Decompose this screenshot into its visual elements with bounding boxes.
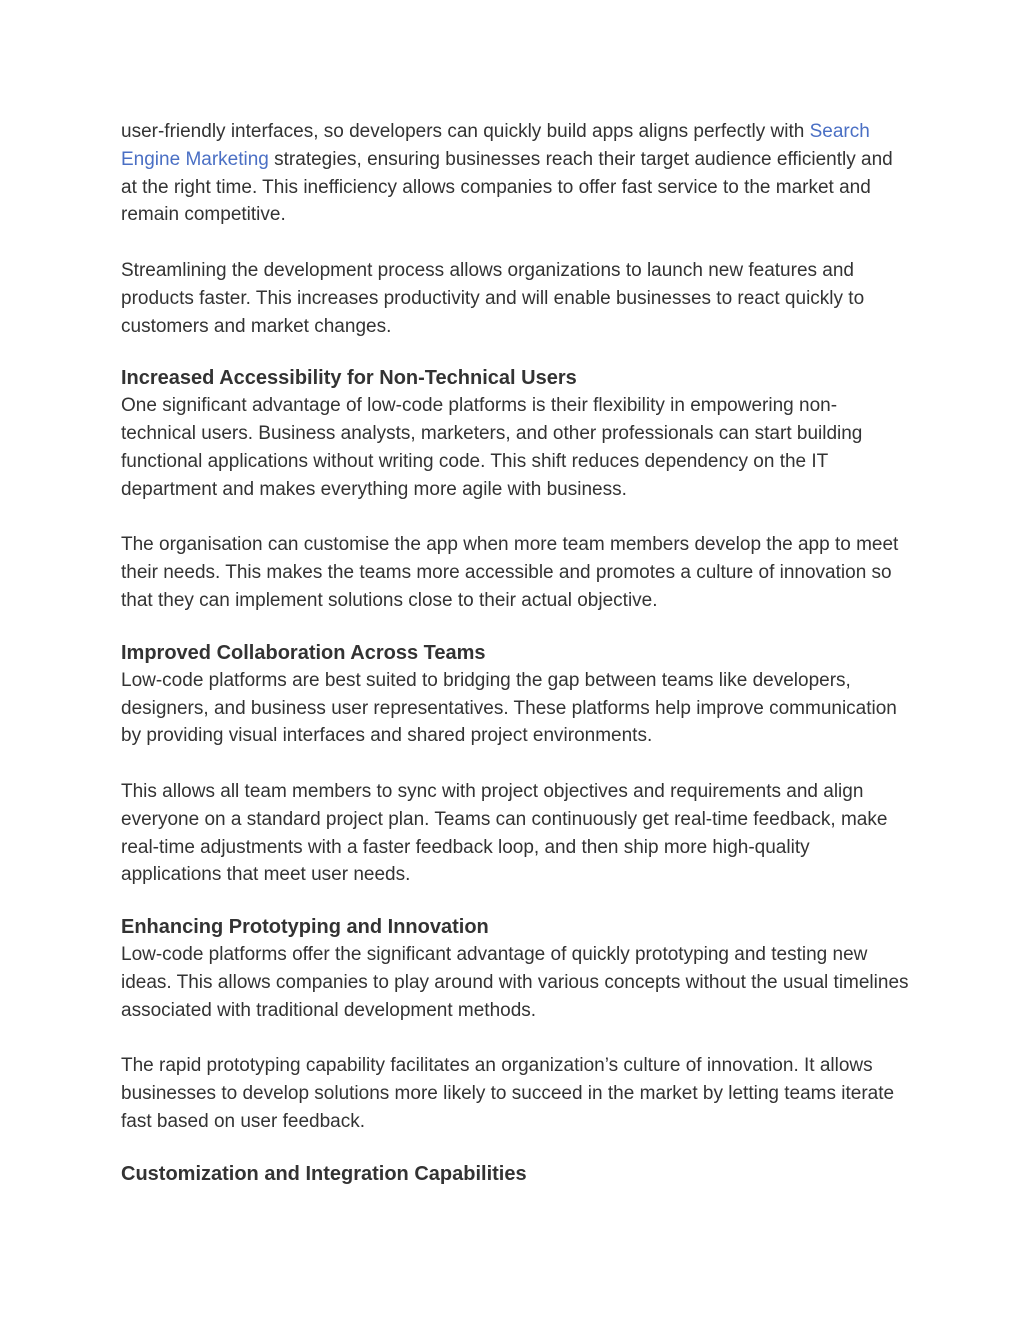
paragraph-accessibility: One significant advantage of low-code platforms is their flexibility in empowering non-technical users. Business analysts, marketers, and other professionals can start building functional applications without writing code. This shift reduces dependency on the IT department and makes everything more agile with business. bbox=[121, 395, 863, 500]
paragraph-sync: This allows all team members to sync with project objectives and requirements and align everyone on a standard project plan. Teams can continuously get real-time feedback, make real-time adjustments with a faster feedback loop, and then ship more high-quality applications that meet user needs. bbox=[121, 780, 888, 886]
paragraph-streamlining: Streamlining the development process allows organizations to launch new features and products faster. This increases productivity and will enable businesses to react quickly to customers and market changes. bbox=[121, 259, 865, 337]
paragraph-intro-text-end: strategies, ensuring businesses reach their target audience efficiently and at the right time. This inefficiency allows companies to offer fast service to the market and remain competitive. bbox=[121, 148, 893, 226]
paragraph-intro bbox=[121, 118, 911, 229]
paragraph-rapid-prototyping: The rapid prototyping capability facilitates an organization’s culture of innovation. It allows businesses to develop solutions more likely to succeed in the market by letting teams iterate fast based on user feedback. bbox=[121, 1055, 895, 1132]
paragraph-intro-text-start: user-friendly interfaces, so developers can quickly build apps aligns perfectly with bbox=[121, 121, 810, 142]
heading-customization: Customization and Integration Capabilities bbox=[121, 1162, 527, 1185]
heading-accessibility: Increased Accessibility for Non-Technical Users bbox=[121, 367, 577, 390]
paragraph-customise: The organisation can customise the app when more team members develop the app to meet their needs. This makes the teams more accessible and promotes a culture of innovation so that they can implement solutions close to their actual objective. bbox=[121, 534, 899, 611]
paragraph-collaboration: Low-code platforms are best suited to bridging the gap between teams like developers, designers, and business user representatives. These platforms help improve communication by providing visual interfaces and shared project environments. bbox=[121, 669, 897, 747]
heading-collaboration: Improved Collaboration Across Teams bbox=[121, 641, 486, 664]
document-body bbox=[121, 118, 911, 1188]
heading-prototyping: Enhancing Prototyping and Innovation bbox=[121, 916, 489, 939]
paragraph-prototyping: Low-code platforms offer the significant advantage of quickly prototyping and testing new ideas. This allows companies to play around with various concepts without the usual timelines associated with traditional development methods. bbox=[121, 944, 909, 1021]
search-engine-marketing-link[interactable]: Search Engine Marketing bbox=[121, 121, 870, 170]
